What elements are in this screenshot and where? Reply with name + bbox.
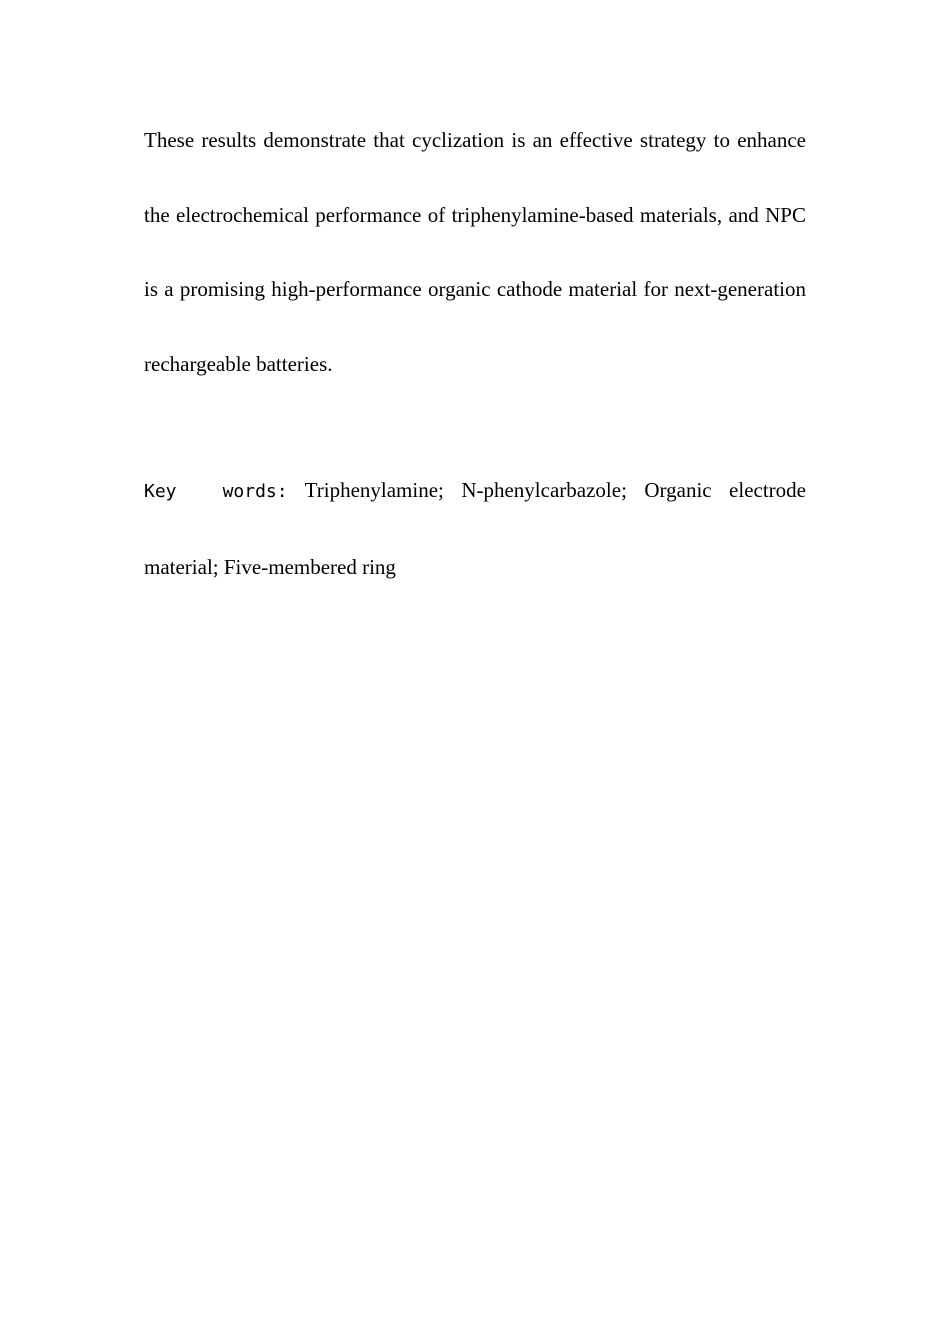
abstract-paragraph: These results demonstrate that cyclization is an effective strategy to enhance the electrochemical performance of triphenylamine-based materials, and NPC is a promising high-performance organic cathode material for next-generation rechargeable batteries. [144, 128, 806, 377]
keywords-text: Triphenylamine; N-phenylcarbazole; Organic electrode material; Five-membered ring [144, 478, 806, 579]
keywords-label: Key words: [144, 481, 288, 502]
keywords-paragraph [144, 453, 806, 604]
